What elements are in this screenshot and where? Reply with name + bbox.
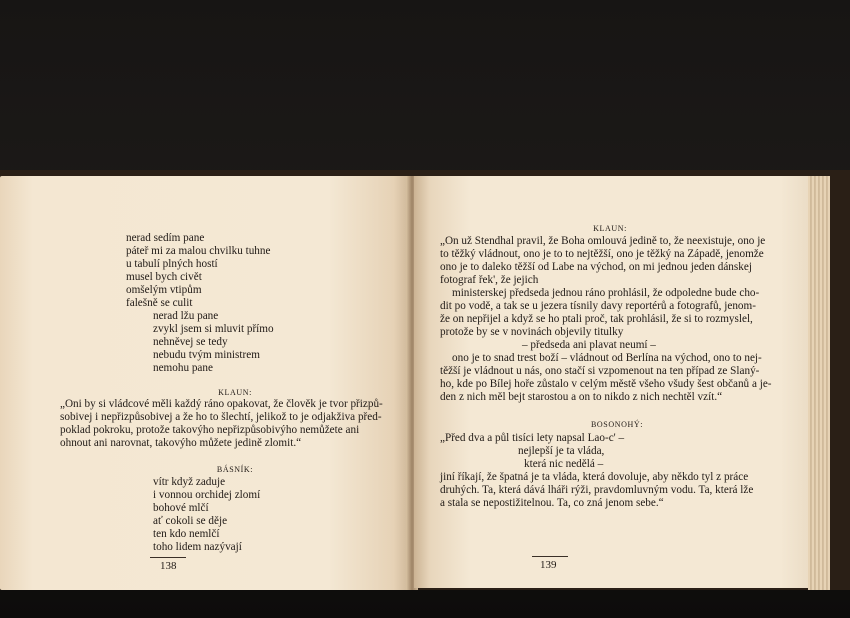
headline-line: – předseda ani plavat neumí –: [522, 339, 656, 351]
prose-line: to těžký vládnout, ono je to to nejtěžší, ono je těžký na Západě, jenomže: [440, 248, 764, 260]
prose-line: jiní říkají, že špatná je ta vláda, která dovoluje, aby někdo tyl z práce: [440, 471, 749, 483]
prose-line: fotograf řek', že jejich: [440, 274, 539, 286]
prose-line: den z nich měl bejt starostou a on to nikdo z nich nechtěl vzít.“: [440, 391, 723, 403]
quote-line: nejlepší je ta vláda,: [518, 445, 605, 457]
page-edges: [808, 176, 830, 590]
speaker-label: KLAUN:: [593, 224, 627, 233]
prose-line: „On už Stendhal pravil, že Boha omlouvá jedině to, že neexistuje, ono je: [440, 235, 766, 247]
prose-line: že on nepřijel a když se ho ptali proč, tak prohlásil, že si to rozmyslel,: [440, 313, 753, 325]
poem-line: zvykl jsem si mluvit přímo: [153, 323, 274, 335]
speaker-label: BOSONOHÝ:: [590, 420, 644, 429]
speaker-label: KLAUN:: [218, 388, 252, 397]
prose-line: ono je to snad trest boží – vládnout od Berlína na východ, ono to nej-: [452, 352, 762, 364]
poem-line: nerad lžu pane: [153, 310, 219, 322]
prose-line: druhých. Ta, která dává lháři rýži, pravdomluvným vodu. Ta, která lže: [440, 484, 754, 496]
prose-line: ono je to daleko těžší od Labe na východ, on mi jednou jeden dánskej: [440, 261, 752, 273]
prose-line: ho, kde po Bílej hoře zůstalo v celým městě všeho všudy šest občanů a je-: [440, 378, 772, 390]
prose-line: ohnout ani narovnat, takovýho můžete jedině zlomit.“: [60, 437, 302, 449]
footer-rule: [532, 556, 568, 557]
right-page: [414, 176, 812, 588]
poem-line: nebudu tvým ministrem: [153, 349, 260, 361]
prose-line: sobivej i nepřizpůsobivej a že ho to šlechtí, jelikož to je odjakživa před-: [60, 411, 382, 423]
prose-line: ministerskej předseda jednou ráno prohlásil, že odpoledne bude cho-: [452, 287, 760, 299]
poem-line: omšelým vtipům: [126, 284, 202, 296]
page-number: 139: [540, 559, 557, 571]
prose-line: poklad pokroku, protože takovýho nepřizpůsobivýho nemůžete ani: [60, 424, 360, 436]
quote-line: která nic nedělá –: [524, 458, 604, 470]
prose-line: protože by se v novinách objevily titulky: [440, 326, 624, 338]
left-page: [0, 176, 410, 590]
prose-line: dit po vodě, a tak se u jezera tísnily davy reportérů a fotografů, jenom-: [440, 300, 756, 312]
poem-line: páteř mi za malou chvilku tuhne: [126, 245, 271, 257]
poem-line: nemohu pane: [153, 362, 213, 374]
page-number: 138: [160, 560, 177, 572]
poem-line: ať cokoli se děje: [153, 515, 228, 527]
poem-line: bohové mlčí: [153, 502, 209, 514]
poem-line: nerad sedím pane: [126, 232, 205, 244]
prose-line: těžší je vládnout u nás, ono stačí si vzpomenout na ten případ ze Slaný-: [440, 365, 760, 377]
poem-line: vítr když zaduje: [153, 476, 226, 488]
prose-line: a stala se nepostižitelnou. Ta, co zná jenom sebe.“: [440, 497, 664, 509]
poem-line: musel bych civět: [126, 271, 202, 283]
poem-line: i vonnou orchidej zlomí: [153, 489, 261, 501]
poem-line: falešně se culit: [126, 297, 193, 309]
prose-line: „Oni by si vládcové měli každý ráno opakovat, že člověk je tvor přizpů-: [60, 398, 383, 410]
prose-line: „Před dva a půl tisíci lety napsal Lao-c' –: [440, 432, 625, 444]
poem-line: ten kdo nemlčí: [153, 528, 220, 540]
speaker-label: BÁSNÍK:: [216, 465, 254, 474]
poem-line: u tabulí plných hostí: [126, 258, 218, 270]
footer-rule: [150, 557, 186, 558]
poem-line: nehněvej se tedy: [153, 336, 228, 348]
poem-line: toho lidem nazývají: [153, 541, 242, 553]
